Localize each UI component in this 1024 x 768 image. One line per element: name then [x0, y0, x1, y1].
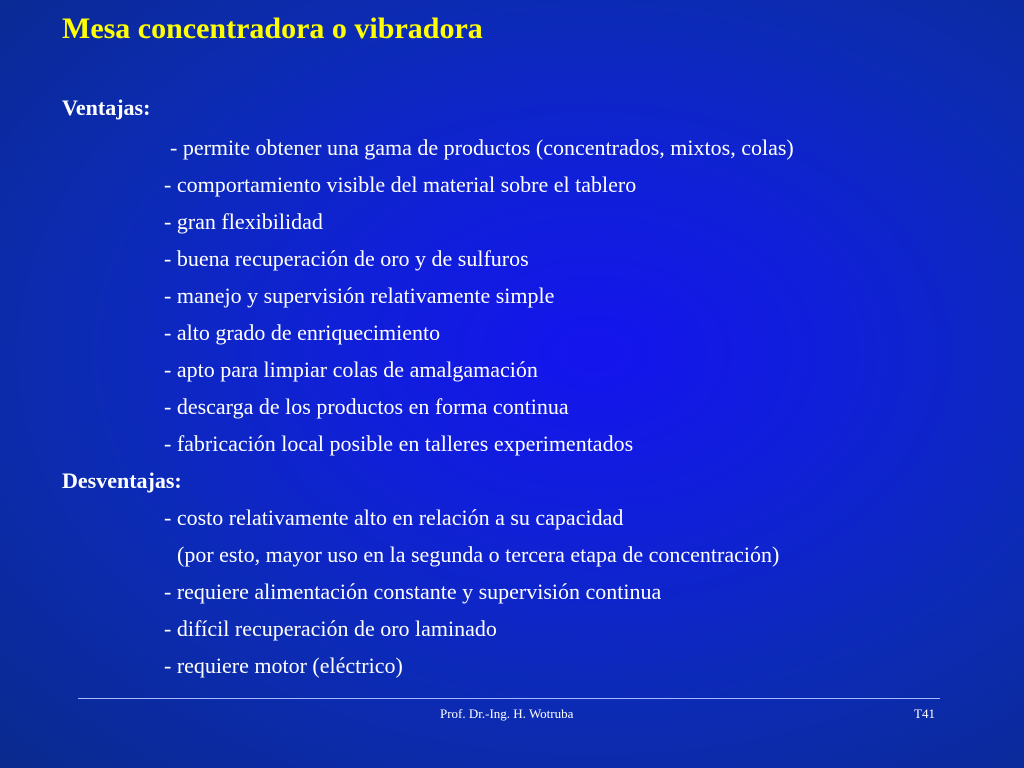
- disadvantage-item: - costo relativamente alto en relación a su capacidad: [164, 505, 624, 530]
- footer-divider: [78, 698, 940, 699]
- advantage-item: - manejo y supervisión relativamente simple: [164, 283, 555, 308]
- advantage-item: - fabricación local posible en talleres experimentados: [164, 431, 634, 456]
- advantage-item: - descarga de los productos en forma continua: [164, 394, 569, 419]
- advantage-item: - apto para limpiar colas de amalgamación: [164, 357, 538, 382]
- disadvantage-item: - requiere motor (eléctrico): [164, 653, 403, 678]
- disadvantage-item: - requiere alimentación constante y supervisión continua: [164, 579, 662, 604]
- advantage-item: - permite obtener una gama de productos (concentrados, mixtos, colas): [170, 135, 794, 160]
- advantage-item: - alto grado de enriquecimiento: [164, 320, 441, 345]
- advantages-heading: Ventajas:: [62, 95, 151, 120]
- disadvantage-item: - difícil recuperación de oro laminado: [164, 616, 497, 641]
- disadvantages-heading: Desventajas:: [62, 468, 182, 493]
- slide-title: Mesa concentradora o vibradora: [62, 12, 483, 45]
- footer-author: Prof. Dr.-Ing. H. Wotruba: [440, 706, 574, 721]
- advantage-item: - gran flexibilidad: [164, 209, 323, 234]
- disadvantage-item: (por esto, mayor uso en la segunda o tercera etapa de concentración): [177, 542, 780, 567]
- slide-number: T41: [914, 706, 935, 721]
- advantage-item: - comportamiento visible del material sobre el tablero: [164, 172, 637, 197]
- advantage-item: - buena recuperación de oro y de sulfuros: [164, 246, 529, 271]
